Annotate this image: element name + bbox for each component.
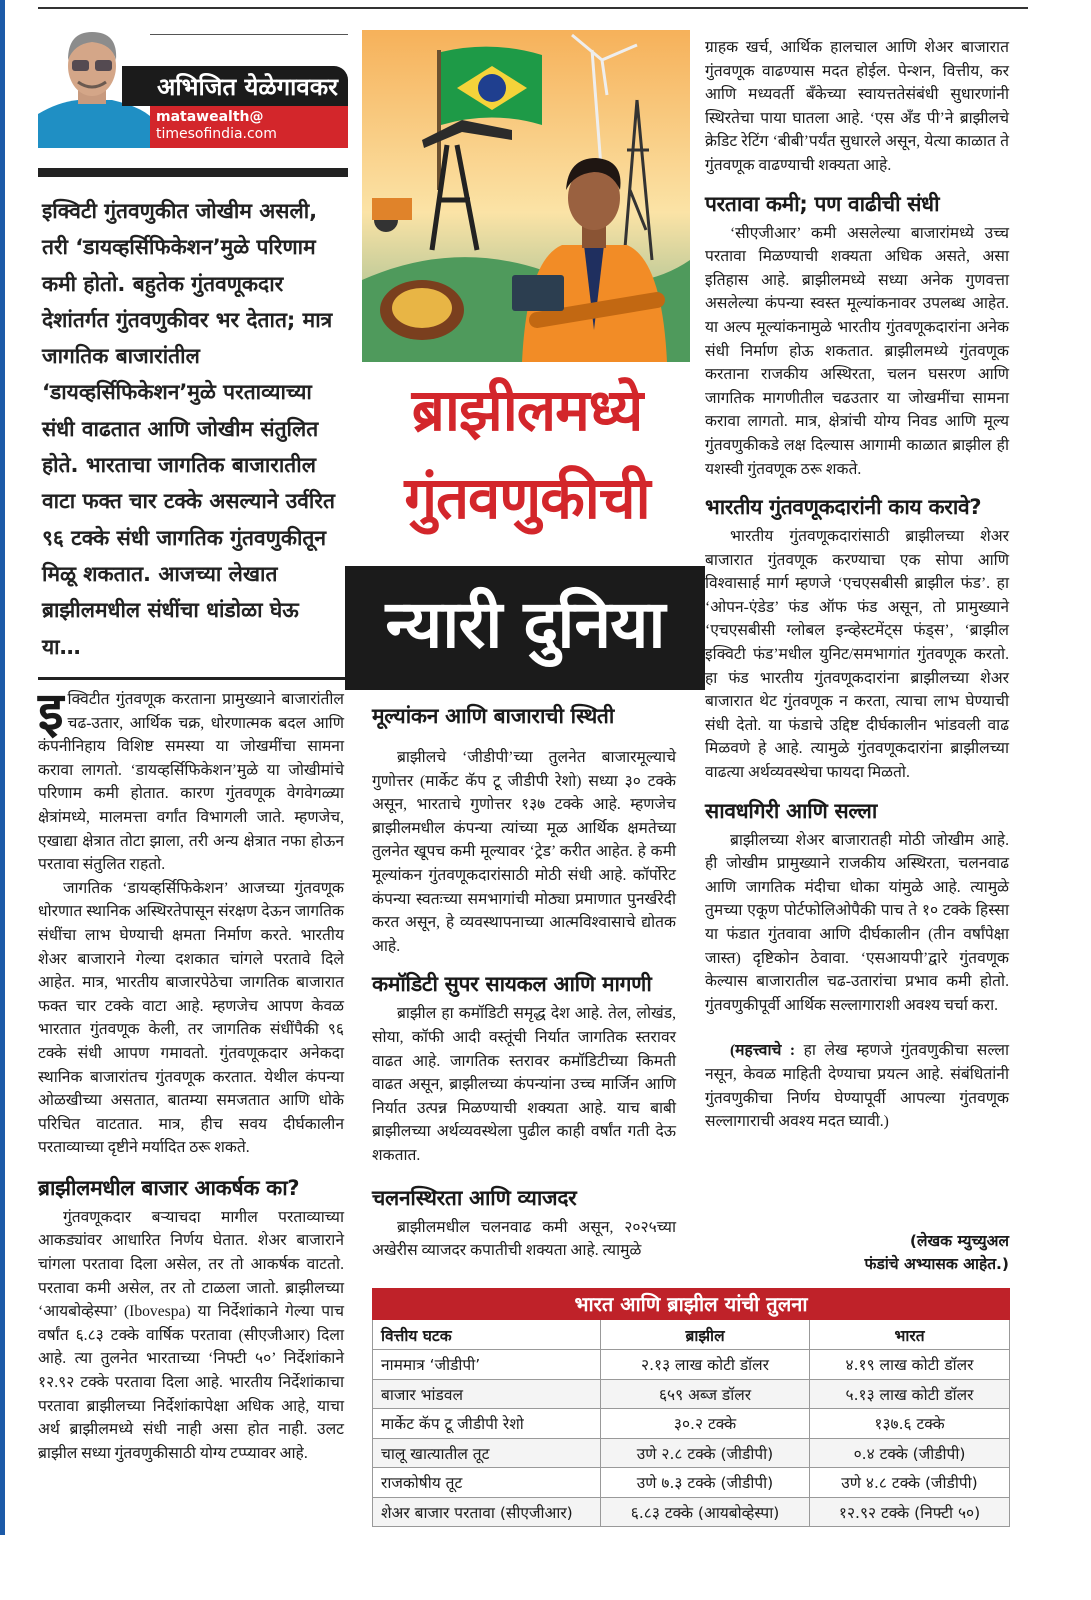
table-row xyxy=(373,1409,1010,1439)
paragraph: गुंतवणूकदार बऱ्याचदा मागील परताव्याच्या आकड्यांवर आधारित निर्णय घेतात. शेअर बाजाराने चांगला परतावा दिला असेल, तर तो आकर्षक वाटतो. परतावा कमी असेल, तर तो टाळला जातो. ब्राझीलच्या ‘आयबोव्हेस्पा’ (Ibovespa) या निर्देशांकाने गेल्या पाच वर्षांत ६.८३ टक्के वार्षिक परतावा (सीएजीआर) दिला आहे. त्या तुलनेत भारताच्या ‘निफ्टी ५०’ निर्देशांकाने १२.९२ टक्के परतावा दिला आहे. भारतीय निर्देशांकाचा परतावा ब्राझीलच्या निर्देशांकापेक्षा अधिक आहे, याचा अर्थ ब्राझीलमध्ये संधी नाही असा होत नाही. उलट ब्राझील सध्या गुंतवणुकीसाठी योग्य टप्प्यावर आहे. xyxy=(38,1208,344,1462)
paragraph: ब्राझीलमधील चलनवाढ कमी असून, २०२५च्या अखेरीस व्याजदर कपातीची शक्यता आहे. त्यामुळे xyxy=(372,1218,676,1260)
subheading: ब्राझीलमधील बाजार आकर्षक का? xyxy=(38,1175,300,1200)
headline-line-2: गुंतवणुकीची xyxy=(404,464,650,532)
table-row xyxy=(373,1379,1010,1409)
subheading: मूल्यांकन आणि बाजाराची स्थिती xyxy=(372,704,615,728)
table-title: भारत आणि ब्राझील यांची तुलना xyxy=(372,1288,1010,1320)
table-cell: मार्केट कॅप टू जीडीपी रेशो xyxy=(373,1409,601,1439)
divider xyxy=(38,677,348,680)
paragraph xyxy=(38,682,344,877)
email-line-1: matawealth@ xyxy=(156,109,264,125)
subheading: परतावा कमी; पण वाढीची संधी xyxy=(705,191,940,216)
table-cell: राजकोषीय तूट xyxy=(373,1468,601,1498)
article-column-right xyxy=(705,36,1009,1134)
table-cell: बाजार भांडवल xyxy=(373,1379,601,1409)
top-rule xyxy=(38,7,1028,9)
article-intro: इक्विटी गुंतवणुकीत जोखीम असली, तरी ‘डायव्हर्सिफिकेशन’मुळे परिणाम कमी होतो. बहुतेक गुंतवणूकदार देशांतर्गत गुंतवणुकीवर भर देतात; मात्र जागतिक बाजारांतील ‘डायव्हर्सिफिकेशन’मुळे परताव्याच्या संधी वाढतात आणि जोखीम संतुलित होते. भारताचा जागतिक बाजारातील वाटा फक्त चार टक्के असल्याने उर्वरित ९६ टक्के संधी जागतिक गुंतवणुकीतून मिळू शकतात. आजच्या लेखात ब्राझीलमधील संधींचा धांडोळा घेऊ या… xyxy=(42,199,335,659)
divider xyxy=(38,168,348,177)
column-header: वित्तीय घटक xyxy=(373,1320,601,1350)
author-byline xyxy=(38,26,348,151)
subheading: भारतीय गुंतवणूकदारांनी काय करावे? xyxy=(705,495,982,520)
table-row xyxy=(373,1468,1010,1498)
paragraph: ब्राझीलचे ‘जीडीपी’च्या तुलनेत बाजारमूल्याचे गुणोत्तर (मार्केट कॅप टू जीडीपी रेशो) सध्या ३० टक्के असून, भारताचे गुणोत्तर १३७ टक्के आहे. म्हणजेच ब्राझीलमधील कंपन्या त्यांच्या मूळ आर्थिक क्षमतेच्या तुलनेत खूपच कमी मूल्यावर ‘ट्रेड’ करीत आहेत. हे कमी मूल्यांकन गुंतवणूकदारांसाठी मोठी संधी आहे. कॉर्पोरेट कंपन्या स्वतःच्या समभागांची मोठ्या प्रमाणात पुनर्खरेदी करत असून, हे व्यवस्थापनाच्या आत्मविश्वासाचे द्योतक आहे. xyxy=(372,749,676,955)
column-header: ब्राझील xyxy=(601,1320,810,1350)
paragraph-text: क्विटीत गुंतवणूक करताना प्रामुख्याने बाजारांतील चढ-उतार, आर्थिक चक्र, धोरणात्मक बदल आणि कंपनीनिहाय विशिष्ट समस्या या जोखमींचा सामना करावा लागतो. ‘डायव्हर्सिफिकेशन’मुळे या जोखीमांचे परिणाम कमी होतात. कारण गुंतवणूक वेगवेगळ्या क्षेत्रांमध्ये, मालमत्ता वर्गांत विभागली जाते. म्हणजेच, एखाद्या क्षेत्रात तोटा झाला, तरी अन्य क्षेत्रात नफा होऊन परतावा संतुलित राहतो. xyxy=(38,691,344,874)
left-edge-bar xyxy=(0,0,5,1535)
table-cell: शेअर बाजार परतावा (सीएजीआर) xyxy=(373,1497,601,1527)
table-cell: ६.८३ टक्के (आयबोव्हेस्पा) xyxy=(601,1497,810,1527)
comparison-table xyxy=(372,1288,1010,1527)
table-cell: ३०.२ टक्के xyxy=(601,1409,810,1439)
disclaimer-text: हा लेख म्हणजे गुंतवणुकीचा सल्ला नसून, केवळ माहिती देण्याचा प्रयत्न आहे. संबंधितांनी गुंतवणुकीचा निर्णय घेण्यापूर्वी आपल्या गुंतवणूक सल्लागाराची अवश्य मदत घ्यावी.) xyxy=(705,1042,1009,1131)
table-cell: १३७.६ टक्के xyxy=(810,1409,1010,1439)
table-cell: १२.९२ टक्के (निफ्टी ५०) xyxy=(810,1497,1010,1527)
paragraph: ग्राहक खर्च, आर्थिक हालचाल आणि शेअर बाजारात गुंतवणूक वाढण्यास मदत होईल. पेन्शन, वित्तीय, कर आणि मध्यवर्ती बँकेच्या स्वायत्ततेसंबंधी सुधारणांनी स्थिरतेचा पाया घातला आहे. ‘एस अँड पी’ने ब्राझीलचे क्रेडिट रेटिंग ‘बीबी’पर्यंत सुधारले असून, येत्या काळात ते गुंतवणूक वाढण्याची शक्यता आहे. xyxy=(705,39,1009,174)
subheading: चलनस्थिरता आणि व्याजदर xyxy=(372,1185,577,1210)
headline-line-1: ब्राझीलमध्ये xyxy=(411,376,643,444)
table-cell: उणे ४.८ टक्के (जीडीपी) xyxy=(810,1468,1010,1498)
headline-line-3: न्यारी दुनिया xyxy=(345,566,705,690)
paragraph: भारतीय गुंतवणूकदारांसाठी ब्राझीलच्या शेअर बाजारात गुंतवणूक करण्याचा एक सोपा आणि विश्वासार्ह मार्ग म्हणजे ‘एचएसबीसी ब्राझील फंड’. हा ‘ओपन-एंडेड’ फंड ऑफ फंड असून, तो प्रामुख्याने ‘एचएसबीसी ग्लोबल इन्व्हेस्टमेंट्स फंड्स’, ‘ब्राझील इक्विटी फंड’मधील युनिट/समभागांत गुंतवणूक करतो. हा फंड भारतीय गुंतवणूकदारांना ब्राझीलच्या शेअर बाजारात थेट गुंतवणूक न करता, त्याचा लाभ घेण्याची संधी देतो. या फंडाचे उद्दिष्ट दीर्घकालीन भांडवली वाढ मिळवणे हे आहे. त्यामुळे गुंतवणूकदारांना ब्राझीलच्या वाढत्या अर्थव्यवस्थेचा फायदा मिळतो. xyxy=(705,528,1009,782)
paragraph: ‘सीएजीआर’ कमी असलेल्या बाजारांमध्ये उच्च परतावा मिळण्याची शक्यता अधिक असते, असा इतिहास आहे. ब्राझीलमध्ये सध्या अनेक गुणवत्ता असलेल्या कंपन्या स्वस्त मूल्यांकनावर उपलब्ध आहेत. या अल्प मूल्यांकनामुळे भारतीय गुंतवणूकदारांना अनेक संधी निर्माण होऊ शकतात. ब्राझीलमध्ये गुंतवणूक करताना राजकीय अस्थिरता, चलन घसरण आणि जागतिक मागणीतील चढउतार या जोखमींचा सामना करावा लागतो. मात्र, क्षेत्रांची योग्य निवड आणि मूल्य गुंतवणुकीकडे लक्ष दिल्यास आगामी काळात ब्राझील ही यशस्वी गुंतवणूक ठरू शकते. xyxy=(705,224,1009,478)
paragraph: ब्राझील हा कमॉडिटी समृद्ध देश आहे. तेल, लोखंड, सोया, कॉफी आदी वस्तूंची निर्यात जागतिक स्तरावर वाढत आहे. जागतिक स्तरावर कमॉडिटीच्या किमती वाढत असून, ब्राझीलच्या कंपन्यांना उच्च मार्जिन आणि निर्यात उत्पन्न मिळण्याची शक्यता आहे. याच बाबी ब्राझीलच्या अर्थव्यवस्थेला पुढील काही वर्षांत गती देऊ शकतात. xyxy=(372,1005,676,1164)
table-cell: ०.४ टक्के (जीडीपी) xyxy=(810,1438,1010,1468)
table-cell: उणे २.८ टक्के (जीडीपी) xyxy=(601,1438,810,1468)
author-name: अभिजित येळेगावकर xyxy=(122,66,348,106)
subheading: कमॉडिटी सुपर सायकल आणि मागणी xyxy=(372,972,652,997)
table-cell: २.१३ लाख कोटी डॉलर xyxy=(601,1350,810,1380)
table-cell: ४.१९ लाख कोटी डॉलर xyxy=(810,1350,1010,1380)
table-cell: चालू खात्यातील तूट xyxy=(373,1438,601,1468)
email-line-2: timesofindia.com xyxy=(156,126,277,142)
table-row xyxy=(373,1438,1010,1468)
author-email[interactable] xyxy=(150,106,348,148)
paragraph: जागतिक ‘डायव्हर्सिफिकेशन’ आजच्या गुंतवणूक धोरणात स्थानिक अस्थिरतेपासून संरक्षण देऊन जागतिक संधींचा लाभ घेण्याची क्षमता निर्माण करते. भारतीय शेअर बाजाराने गेल्या दशकात चांगले परतावे दिले आहेत. मात्र, भारतीय बाजारपेठेचा जागतिक बाजारात फक्त चार टक्के वाटा आहे. म्हणजेच आपण केवळ भारतात गुंतवणूक केली, तर जागतिक संधींपैकी ९६ टक्के संधी आपण गमावतो. गुंतवणूकदार अनेकदा स्थानिक बाजारांतच गुंतवणूक करतात. येथील कंपन्या ओळखीच्या असतात, बातम्या समजतात आणि धोके परिचित वाटतात. मात्र, हीच सवय दीर्घकालीन परताव्याच्या दृष्टीने मर्यादित ठरू शकते. xyxy=(38,879,344,1157)
table-cell: उणे ७.३ टक्के (जीडीपी) xyxy=(601,1468,810,1498)
article-column-left xyxy=(38,682,344,1465)
column-header: भारत xyxy=(810,1320,1010,1350)
brazil-investment-illustration xyxy=(362,30,690,362)
drop-cap: इ xyxy=(38,682,64,742)
disclaimer-label: (महत्त्वाचे : xyxy=(729,1042,796,1060)
table-row xyxy=(373,1497,1010,1527)
table-cell: ६५९ अब्ज डॉलर xyxy=(601,1379,810,1409)
subheading: सावधगिरी आणि सल्ला xyxy=(705,798,877,823)
table-cell: ५.१३ लाख कोटी डॉलर xyxy=(810,1379,1010,1409)
author-note xyxy=(865,1230,1009,1276)
author-note-line: फंडांचे अभ्यासक आहेत.) xyxy=(864,1255,1009,1273)
disclaimer xyxy=(705,1039,1009,1133)
article-column-middle xyxy=(372,690,676,1263)
table-header-row xyxy=(373,1320,1010,1350)
table-cell: नाममात्र ‘जीडीपी’ xyxy=(373,1350,601,1380)
author-note-line: (लेखक म्युच्युअल xyxy=(909,1232,1009,1250)
table-row xyxy=(373,1350,1010,1380)
paragraph: ब्राझीलच्या शेअर बाजारातही मोठी जोखीम आहे. ही जोखीम प्रामुख्याने राजकीय अस्थिरता, चलनवाढ आणि जागतिक मंदीचा धोका यांमुळे आहे. त्यामुळे तुमच्या एकूण पोर्टफोलिओपैकी पाच ते १० टक्के हिस्सा या फंडात गुंतवावा आणि दीर्घकालीन (तीन वर्षांपेक्षा जास्त) दृष्टिकोन ठेवावा. ‘एसआयपी’द्वारे गुंतवणूक केल्यास बाजारातील चढ-उतारांचा प्रभाव कमी होतो. गुंतवणुकीपूर्वी आर्थिक सल्लागाराशी अवश्य चर्चा करा. xyxy=(705,831,1009,1014)
